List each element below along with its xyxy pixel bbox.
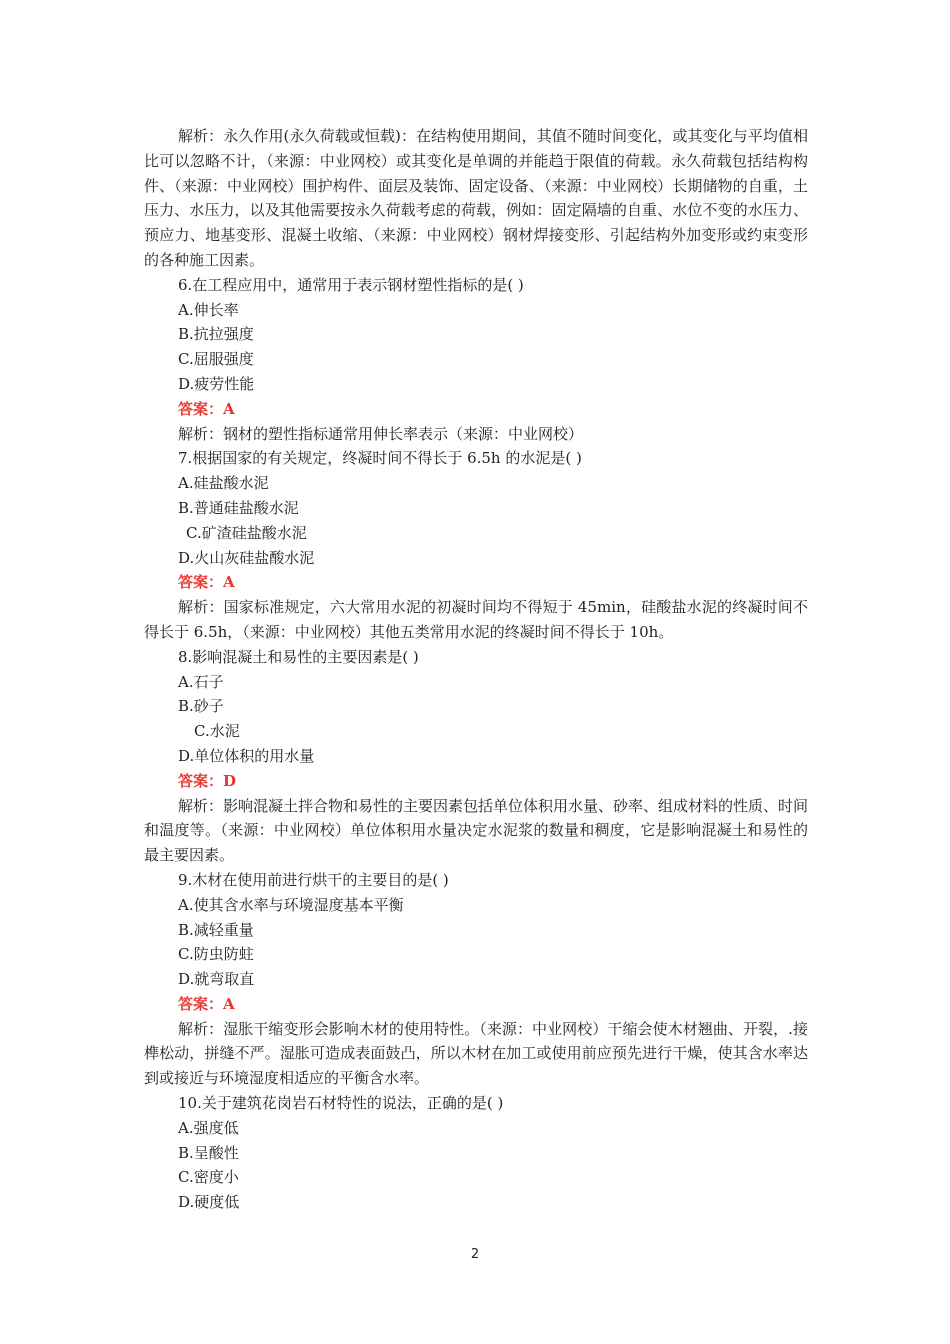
option-10a: A.强度低 xyxy=(178,1118,239,1137)
analysis-6: 解析：钢材的塑性指标通常用伸长率表示（来源：中业网校） xyxy=(178,424,584,443)
analysis-9: 解析：湿胀干缩变形会影响木材的使用特性。（来源：中业网校）干缩会使木材翘曲、开裂，.接榫松动，拼缝不严。湿胀可造成表面鼓凸，所以木材在加工或使用前应预先进行干燥，使其含水率达到或接近与环境湿度相适应的平衡含水率。 xyxy=(144,1019,808,1088)
option-9b: B.减轻重量 xyxy=(178,920,254,939)
option-9d: D.就弯取直 xyxy=(178,970,255,989)
page-content xyxy=(144,124,808,1215)
option-8c: C.水泥 xyxy=(194,722,240,741)
analysis-paragraph-q5: 解析：永久作用(永久荷载或恒载)：在结构使用期间，其值不随时间变化，或其变化与平均值相比可以忽略不计，（来源：中业网校）或其变化是单调的并能趋于限值的荷载。永久荷载包括结构构件、（来源：中业网校）围护构件、面层及装饰、固定设备、（来源：中业网校）长期储物的自重，土压力、水压力，以及其他需要按永久荷载考虑的荷载，例如：固定隔墙的自重、水位不变的水压力、预应力、地基变形、混凝土收缩、（来源：中业网校）钢材焊接变形、引起结构外加变形或约束变形的各种施工因素。 xyxy=(144,127,808,269)
option-7c: C.矿渣硅盐酸水泥 xyxy=(186,523,307,542)
option-9a: A.使其含水率与环境湿度基本平衡 xyxy=(178,895,404,914)
question-6: 6.在工程应用中，通常用于表示钢材塑性指标的是( ) xyxy=(178,275,524,294)
question-8: 8.影响混凝土和易性的主要因素是( ) xyxy=(178,647,419,666)
option-6b: B.抗拉强度 xyxy=(178,325,254,344)
option-6c: C.屈服强度 xyxy=(178,350,254,369)
analysis-7: 解析：国家标准规定，六大常用水泥的初凝时间均不得短于 45min，硅酸盐水泥的终凝时间不得长于 6.5h，（来源：中业网校）其他五类常用水泥的终凝时间不得长于 10h。 xyxy=(144,598,808,641)
option-10c: C.密度小 xyxy=(178,1168,239,1187)
answer-8: 答案：D xyxy=(178,771,237,790)
option-8b: B.砂子 xyxy=(178,697,224,716)
option-10d: D.硬度低 xyxy=(178,1193,240,1212)
question-10: 10.关于建筑花岗岩石材特性的说法，正确的是( ) xyxy=(178,1094,504,1113)
option-6d: D.疲劳性能 xyxy=(178,374,255,393)
option-7b: B.普通硅盐酸水泥 xyxy=(178,498,299,517)
answer-6: 答案：A xyxy=(178,399,235,418)
question-9: 9.木材在使用前进行烘干的主要目的是( ) xyxy=(178,870,449,889)
answer-9: 答案：A xyxy=(178,994,235,1013)
option-8a: A.石子 xyxy=(178,672,224,691)
option-9c: C.防虫防蛀 xyxy=(178,945,254,964)
option-6a: A.伸长率 xyxy=(178,300,239,319)
analysis-8: 解析：影响混凝土拌合物和易性的主要因素包括单位体积用水量、砂率、组成材料的性质、时间和温度等。（来源：中业网校）单位体积用水量决定水泥浆的数量和稠度，它是影响混凝土和易性的最主要因素。 xyxy=(144,796,809,865)
option-7d: D.火山灰硅盐酸水泥 xyxy=(178,548,315,567)
option-7a: A.硅盐酸水泥 xyxy=(178,474,269,493)
page-number: 2 xyxy=(470,1247,480,1262)
answer-7: 答案：A xyxy=(178,573,235,592)
option-10b: B.呈酸性 xyxy=(178,1143,239,1162)
question-7: 7.根据国家的有关规定，终凝时间不得长于 6.5h 的水泥是( ) xyxy=(178,449,582,468)
option-8d: D.单位体积的用水量 xyxy=(178,746,315,765)
